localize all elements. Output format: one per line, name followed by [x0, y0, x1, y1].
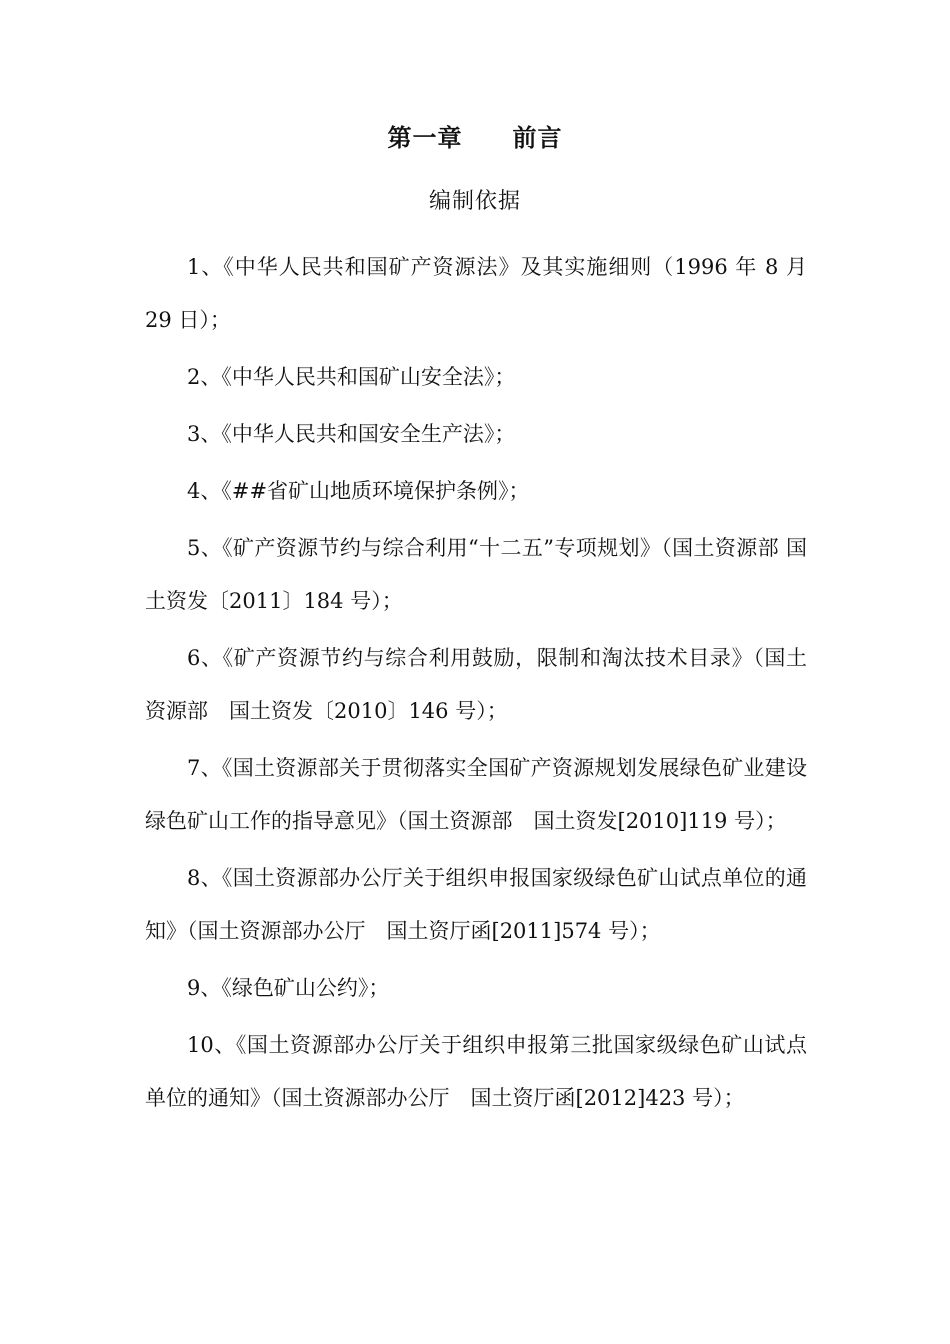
reference-list: [145, 241, 807, 1129]
section-title: 编制依据: [428, 189, 521, 214]
reference-item-3: 3、《中华人民共和国安全生产法》；: [187, 422, 516, 446]
reference-item-2: 2、《中华人民共和国矿山安全法》；: [187, 365, 516, 389]
reference-item-10: 10、《国土资源部办公厅关于组织申报第三批国家级绿色矿山试点单位的通知》（国土资源部办公厅 国土资厅函[2012]423 号）；: [145, 1033, 807, 1110]
reference-item-8: 8、《国土资源部办公厅关于组织申报国家级绿色矿山试点单位的通知》（国土资源部办公厅 国土资厅函[2011]574 号）；: [145, 866, 807, 943]
reference-item-4: 4、《##省矿山地质环境保护条例》；: [187, 479, 530, 503]
reference-item-9: 9、《绿色矿山公约》；: [187, 976, 390, 1000]
reference-item-1: 1、《中华人民共和国矿产资源法》及其实施细则（1996 年 8 月 29 日）；: [145, 255, 807, 332]
chapter-title: 第一章 前言: [387, 123, 563, 152]
reference-item-7: 7、《国土资源部关于贯彻落实全国矿产资源规划发展绿色矿业建设绿色矿山工作的指导意见》（国土资源部 国土资发[2010]119 号）；: [145, 756, 807, 833]
reference-item-5: 5、《矿产资源节约与综合利用“十二五”专项规划》（国土资源部 国土资发〔2011〕184 号）；: [145, 536, 807, 613]
reference-item-6: 6、《矿产资源节约与综合利用鼓励，限制和淘汰技术目录》（国土资源部 国土资发〔2010〕146 号）；: [145, 646, 807, 723]
